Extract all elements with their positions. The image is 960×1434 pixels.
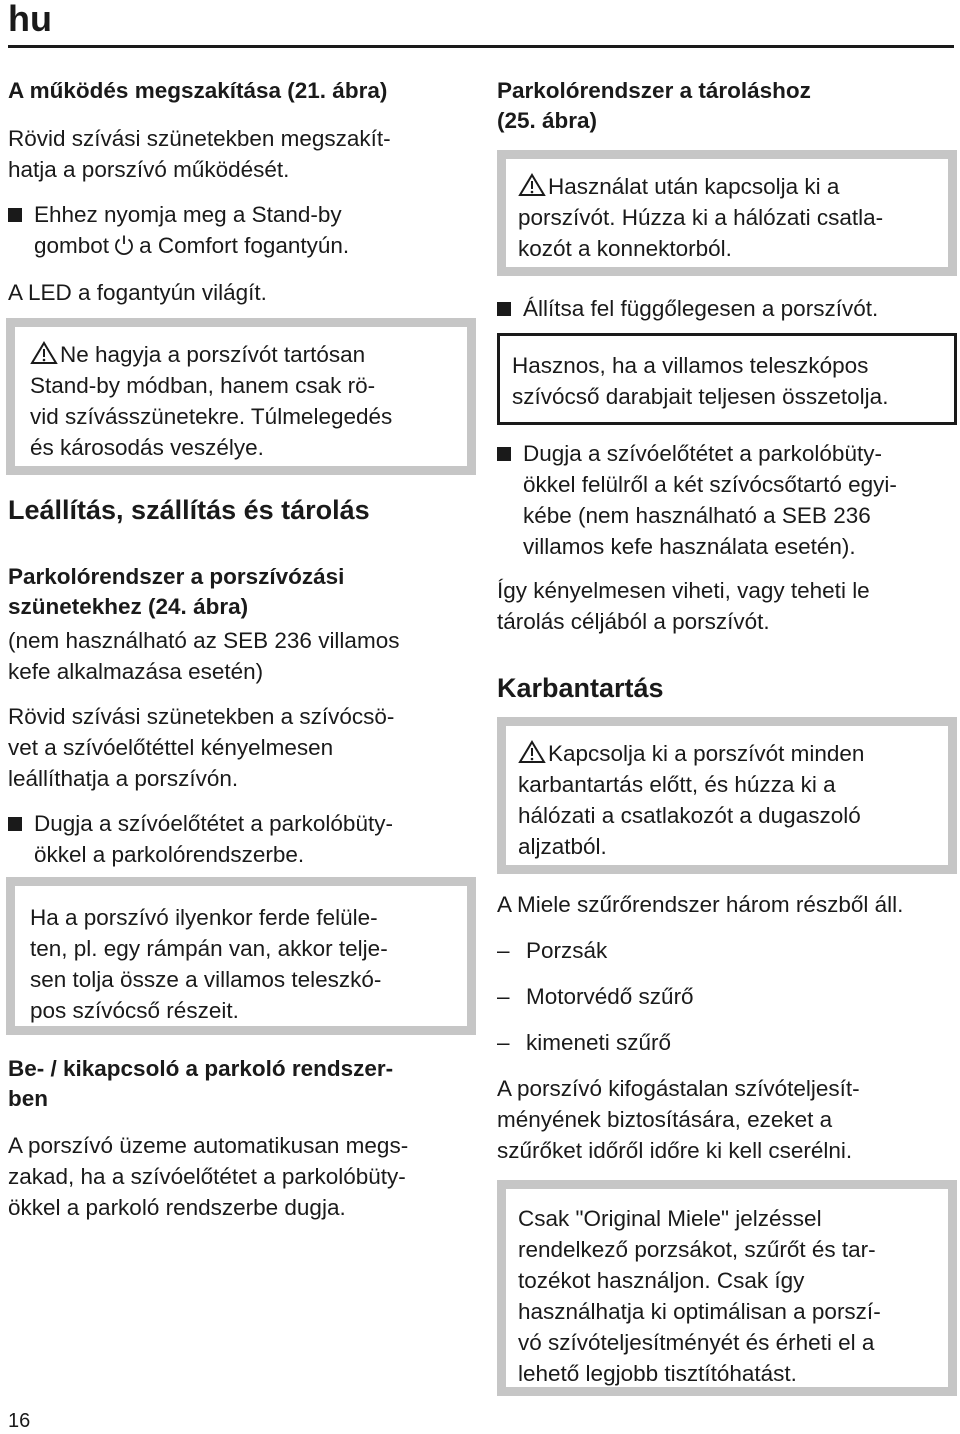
dash-marker: – — [497, 1030, 510, 1055]
paragraph-performance — [497, 1073, 860, 1166]
warning-box-standby — [6, 318, 476, 475]
bullet-standby — [8, 199, 349, 261]
text-line: porszívót. Húzza ki a hálózati csatla- — [518, 205, 884, 230]
warning-box-unplug — [497, 150, 957, 276]
bullet-marker — [497, 302, 511, 316]
text-line: és károsodás veszélye. — [30, 435, 264, 460]
text-line: Be- / kikapcsoló a parkoló rendszer- — [8, 1056, 394, 1081]
text-fragment: Használat után kapcsolja ki a — [548, 174, 840, 199]
text-line: Parkolórendszer a porszívózási — [8, 564, 345, 589]
text-line: használhatja ki optimálisan a porszí- — [518, 1299, 881, 1324]
text-line: (25. ábra) — [497, 108, 598, 133]
text-line: szünetekhez (24. ábra) — [8, 594, 249, 619]
bullet-insert-top — [497, 438, 897, 562]
paragraph-switch — [8, 1130, 408, 1223]
text-line: szívócső darabjait teljesen összetolja. — [512, 384, 889, 409]
text-line: aljzatból. — [518, 834, 607, 859]
text-line: kébe (nem használható a SEB 236 — [523, 503, 871, 528]
text-fragment: a Comfort fogantyún. — [139, 233, 350, 258]
text-line: (nem használható az SEB 236 villamos — [8, 628, 400, 653]
list-item-text: Motorvédő szűrő — [526, 984, 694, 1009]
text-line: ökkel a parkoló rendszerbe dugja. — [8, 1195, 346, 1220]
text-line: ökkel felülről a két szívócsőtartó egyi- — [523, 472, 897, 497]
text-line: leállíthatja a porszívón. — [8, 766, 239, 791]
text-line: Így kényelmesen viheti, vagy teheti le — [497, 578, 870, 603]
paragraph-carry — [497, 575, 870, 637]
text-line: Csak "Original Miele" jelzéssel — [518, 1206, 822, 1231]
text-line: Állítsa fel függőlegesen a porszívót. — [523, 296, 879, 321]
heading-parking — [8, 562, 344, 622]
list-item-text: kimeneti szűrő — [526, 1030, 672, 1055]
warning-triangle-icon — [518, 173, 546, 197]
bullet-marker — [497, 447, 511, 461]
text-line: Rövid szívási szünetekben megszakít- — [8, 126, 391, 151]
text-line: rendelkező porzsákot, szűrőt és tar- — [518, 1237, 876, 1262]
text-line: sen tolja össze a villamos teleszkó- — [30, 967, 382, 992]
text-line: zakad, ha a szívóelőtétet a parkolóbüty- — [8, 1164, 406, 1189]
paragraph-short-breaks — [8, 701, 394, 794]
text-line: Stand-by módban, hanem csak rö- — [30, 373, 376, 398]
power-icon — [113, 234, 135, 256]
text-line: Parkolórendszer a tároláshoz — [497, 78, 811, 103]
text-line: szűrőket időről időre ki kell cserélni. — [497, 1138, 853, 1163]
paragraph-interrupt — [8, 123, 391, 185]
list-item-text: Porzsák — [526, 938, 608, 963]
info-box-ramp — [6, 877, 476, 1035]
warning-triangle-icon — [518, 740, 546, 764]
text-line: ményének biztosítására, ezeket a — [497, 1107, 833, 1132]
section-heading-maintenance: Karbantartás — [497, 673, 664, 703]
bullet-upright — [497, 293, 878, 324]
text-line: hatja a porszívó működését. — [8, 157, 290, 182]
bullet-insert — [8, 808, 393, 870]
filter-list — [497, 935, 937, 1055]
text-line — [30, 339, 392, 370]
text-line: kozót a konnektorból. — [518, 236, 732, 261]
dash-marker: – — [497, 938, 510, 963]
text-line — [518, 738, 864, 769]
text-line: tárolás céljából a porszívót. — [497, 609, 770, 634]
text-line: vid szívásszünetekre. Túlmelegedés — [30, 404, 393, 429]
text-line: Rövid szívási szünetekben a szívócsö- — [8, 704, 395, 729]
text-line: villamos kefe használata esetén). — [523, 534, 856, 559]
text-line: pos szívócső részeit. — [30, 998, 239, 1023]
paragraph-note — [8, 625, 399, 687]
heading-storage — [497, 76, 811, 136]
warning-triangle-icon — [30, 341, 58, 365]
text-line: vet a szívóelőtéttel kényelmesen — [8, 735, 334, 760]
heading-switch — [8, 1054, 393, 1114]
text-line: ökkel a parkolórendszerbe. — [34, 842, 305, 867]
text-line: Dugja a szívóelőtétet a parkolóbüty- — [34, 811, 393, 836]
text-line — [518, 171, 883, 202]
text-line: Ehhez nyomja meg a Stand-by — [34, 202, 342, 227]
text-fragment: gombot — [34, 233, 110, 258]
text-line: Dugja a szívóelőtétet a parkolóbüty- — [523, 441, 882, 466]
text-line: tozékot használjon. Csak így — [518, 1268, 805, 1293]
text-line: hálózati a csatlakozót a dugaszoló — [518, 803, 861, 828]
text-line: ten, pl. egy rámpán van, akkor telje- — [30, 936, 388, 961]
text-fragment: Kapcsolja ki a porszívót minden — [548, 741, 865, 766]
text-line: kefe alkalmazása esetén) — [8, 659, 264, 684]
header-rule — [8, 45, 954, 48]
bullet-marker — [8, 817, 22, 831]
paragraph-led: A LED a fogantyún világít. — [8, 280, 267, 305]
text-line: A porszívó kifogástalan szívóteljesít- — [497, 1076, 860, 1101]
text-line: lehető legjobb tisztítóhatást. — [518, 1361, 797, 1386]
text-line: Hasznos, ha a villamos teleszkópos — [512, 353, 869, 378]
warning-box-maintenance — [497, 717, 957, 874]
text-fragment: Ne hagyja a porszívót tartósan — [60, 342, 366, 367]
heading-interrupt: A működés megszakítása (21. ábra) — [8, 78, 388, 103]
section-heading-shutdown: Leállítás, szállítás és tárolás — [8, 495, 370, 525]
text-line: ben — [8, 1086, 49, 1111]
text-line — [34, 230, 349, 261]
info-box-telescopic — [497, 333, 957, 425]
bullet-marker — [8, 208, 22, 222]
dash-marker: – — [497, 984, 510, 1009]
text-line: vó szívóteljesítményét és érheti el a — [518, 1330, 875, 1355]
text-line: A porszívó üzeme automatikusan megs- — [8, 1133, 409, 1158]
text-line: Ha a porszívó ilyenkor ferde felüle- — [30, 905, 378, 930]
text-line: karbantartás előtt, és húzza ki a — [518, 772, 836, 797]
language-code: hu — [8, 0, 52, 39]
page-number: 16 — [8, 1410, 31, 1432]
info-box-original-parts — [497, 1180, 957, 1396]
paragraph-filter-system: A Miele szűrőrendszer három részből áll. — [497, 892, 904, 917]
